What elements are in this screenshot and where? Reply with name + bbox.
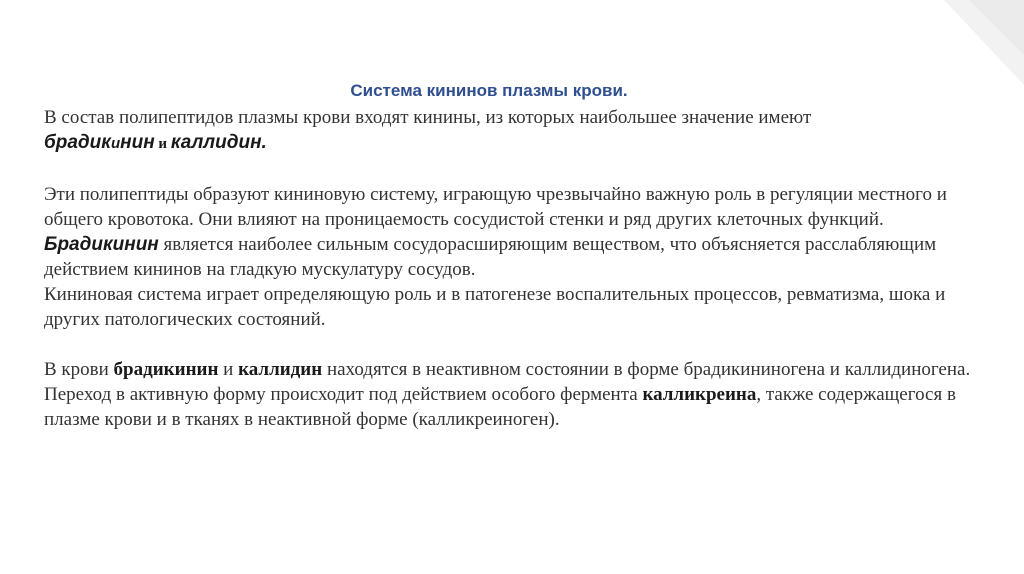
term-bradykinin: брадикинин	[44, 132, 155, 153]
paragraph-kinin-system: Эти полипептиды образуют кининовую систему, играющую чрезвычайно важную роль в регуляции местного и общего кровотока. Они влияют на проницаемость сосудистой стенки и ряд других клеточных функций.	[44, 184, 947, 230]
slide-content	[44, 78, 994, 432]
paragraph-kinins-intro	[44, 105, 994, 157]
term-kallidin-bold: каллидин	[238, 359, 323, 380]
bradykinin-effect-text: является наиболее сильным сосудорасширяющим веществом, что объясняется расслабляющим действием кининов на гладкую мускулатуру сосудов.	[44, 234, 937, 280]
slide-title: Система кининов плазмы крови.	[350, 81, 628, 100]
conjunction-and: и	[154, 136, 171, 152]
term-kallikrein: калликреина	[642, 384, 757, 405]
term-kallidin: каллидин.	[170, 132, 267, 153]
corner-decoration	[914, 0, 1024, 85]
term-bradykinin-bold: брадикинин	[113, 359, 219, 380]
paragraph-inactive-forms: В крови брадикинин и каллидин находятся в неактивном состоянии в форме брадикининогена и каллидиногена. Переход в активную форму происходит под действием особого фермента калликреина, также содержащегося в плазме крови и в тканях в неактивной форме (калликреиноген).	[44, 359, 971, 430]
paragraph-pathogenesis: Кининовая система играет определяющую роль и в патогенезе воспалительных процессов, ревматизма, шока и других патологических состояний.	[44, 284, 946, 330]
paragraph-bradykinin-effect	[44, 232, 994, 282]
intro-text: В состав полипептидов плазмы крови входят кинины, из которых наибольшее значение имеют	[44, 107, 812, 128]
term-bradykinin-lead: Брадикинин	[44, 234, 159, 255]
